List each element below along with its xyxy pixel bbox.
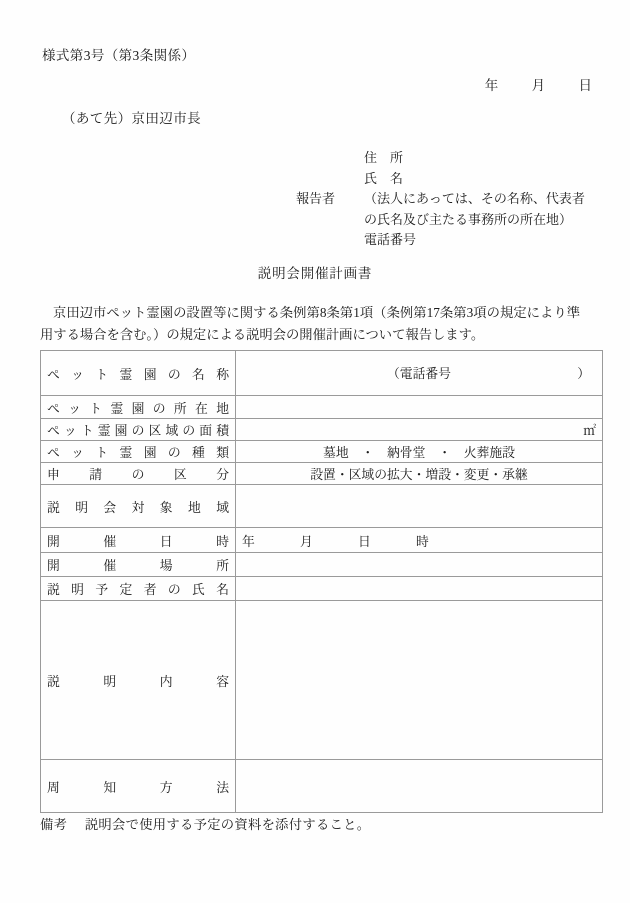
row-label-meeting-datetime: 開催日時 xyxy=(41,528,236,553)
reporter-corporate-row-1 xyxy=(296,189,585,210)
reporter-corporate-row-2 xyxy=(296,210,585,231)
reporter-block xyxy=(296,148,585,251)
row-label-facility-name: ペット霊園の名称 xyxy=(41,351,236,396)
table-row xyxy=(41,528,603,553)
row-value-notification-method[interactable] xyxy=(236,760,603,813)
addressee: （あて先）京田辺市長 xyxy=(62,111,201,126)
form-number: 様式第3号（第3条関係） xyxy=(42,48,196,63)
row-value-target-area[interactable] xyxy=(236,485,603,528)
table-row xyxy=(41,441,603,463)
remark-text: 説明会で使用する予定の資料を添付すること。 xyxy=(84,817,371,832)
row-label-explanation-content: 説明内容 xyxy=(41,601,236,760)
table-row xyxy=(41,351,603,396)
table-row xyxy=(41,463,603,485)
reporter-corporate-note-line2: の氏名及び主たる事務所の所在地） xyxy=(364,211,573,227)
row-value-presenter-name[interactable] xyxy=(236,577,603,601)
row-value-facility-location[interactable] xyxy=(236,396,603,419)
row-label-application-category: 申請の区分 xyxy=(41,463,236,485)
facility-phone-field[interactable] xyxy=(242,363,596,384)
row-label-facility-type: ペット霊園の種類 xyxy=(41,441,236,463)
facility-phone-open-label: （電話番号 xyxy=(387,366,451,381)
date-line xyxy=(0,74,592,94)
reporter-address-label: 住 所 xyxy=(364,150,404,165)
reporter-name-row xyxy=(296,169,585,190)
row-value-application-category[interactable]: 設置・区域の拡大・増設・変更・承継 xyxy=(236,463,603,485)
row-value-explanation-content[interactable] xyxy=(236,601,603,760)
reporter-corporate-note-line1: （法人にあっては、その名称、代表者 xyxy=(364,191,585,206)
reporter-address-row xyxy=(296,148,585,169)
row-value-facility-area[interactable]: ㎡ xyxy=(236,419,603,441)
row-label-meeting-place: 開催場所 xyxy=(41,553,236,577)
row-value-meeting-place[interactable] xyxy=(236,553,603,577)
remark-label: 備考 xyxy=(40,817,68,832)
meeting-year-label: 年 xyxy=(242,534,255,549)
date-month-label: 月 xyxy=(531,78,546,93)
table-row xyxy=(41,485,603,528)
meeting-month-label: 月 xyxy=(300,534,313,549)
table-row xyxy=(41,601,603,760)
reporter-phone-row xyxy=(296,230,585,251)
table-row xyxy=(41,553,603,577)
row-value-meeting-datetime[interactable] xyxy=(236,528,603,553)
meeting-day-label: 日 xyxy=(358,534,371,549)
meeting-hour-label: 時 xyxy=(416,534,429,549)
date-year-label: 年 xyxy=(484,78,499,93)
table-row xyxy=(41,760,603,813)
page-title: 説明会開催計画書 xyxy=(257,266,373,281)
row-label-target-area: 説明会対象地域 xyxy=(41,485,236,528)
row-value-facility-name[interactable] xyxy=(236,351,603,396)
reporter-name-label: 氏 名 xyxy=(364,170,404,186)
row-value-facility-type[interactable]: 墓地 ・ 納骨堂 ・ 火葬施設 xyxy=(236,441,603,463)
remark-note xyxy=(40,814,370,833)
table-row xyxy=(41,419,603,441)
reporter-phone-label: 電話番号 xyxy=(364,232,417,247)
row-label-facility-location: ペット霊園の所在地 xyxy=(41,396,236,419)
plan-form-table xyxy=(40,350,603,813)
row-label-notification-method: 周知方法 xyxy=(41,760,236,813)
row-label-facility-area: ペット霊園の区域の面積 xyxy=(41,419,236,441)
reporter-label: 報告者 xyxy=(296,191,336,206)
table-row xyxy=(41,396,603,419)
date-day-label: 日 xyxy=(578,78,592,93)
body-paragraph: 京田辺市ペット霊園の設置等に関する条例第8条第1項（条例第17条第3項の規定により準用する場合を含む。）の規定による説明会の開催計画について報告します。 xyxy=(40,305,580,342)
row-label-presenter-name: 説明予定者の氏名 xyxy=(41,577,236,601)
facility-phone-close-label: ） xyxy=(577,366,590,381)
table-row xyxy=(41,577,603,601)
